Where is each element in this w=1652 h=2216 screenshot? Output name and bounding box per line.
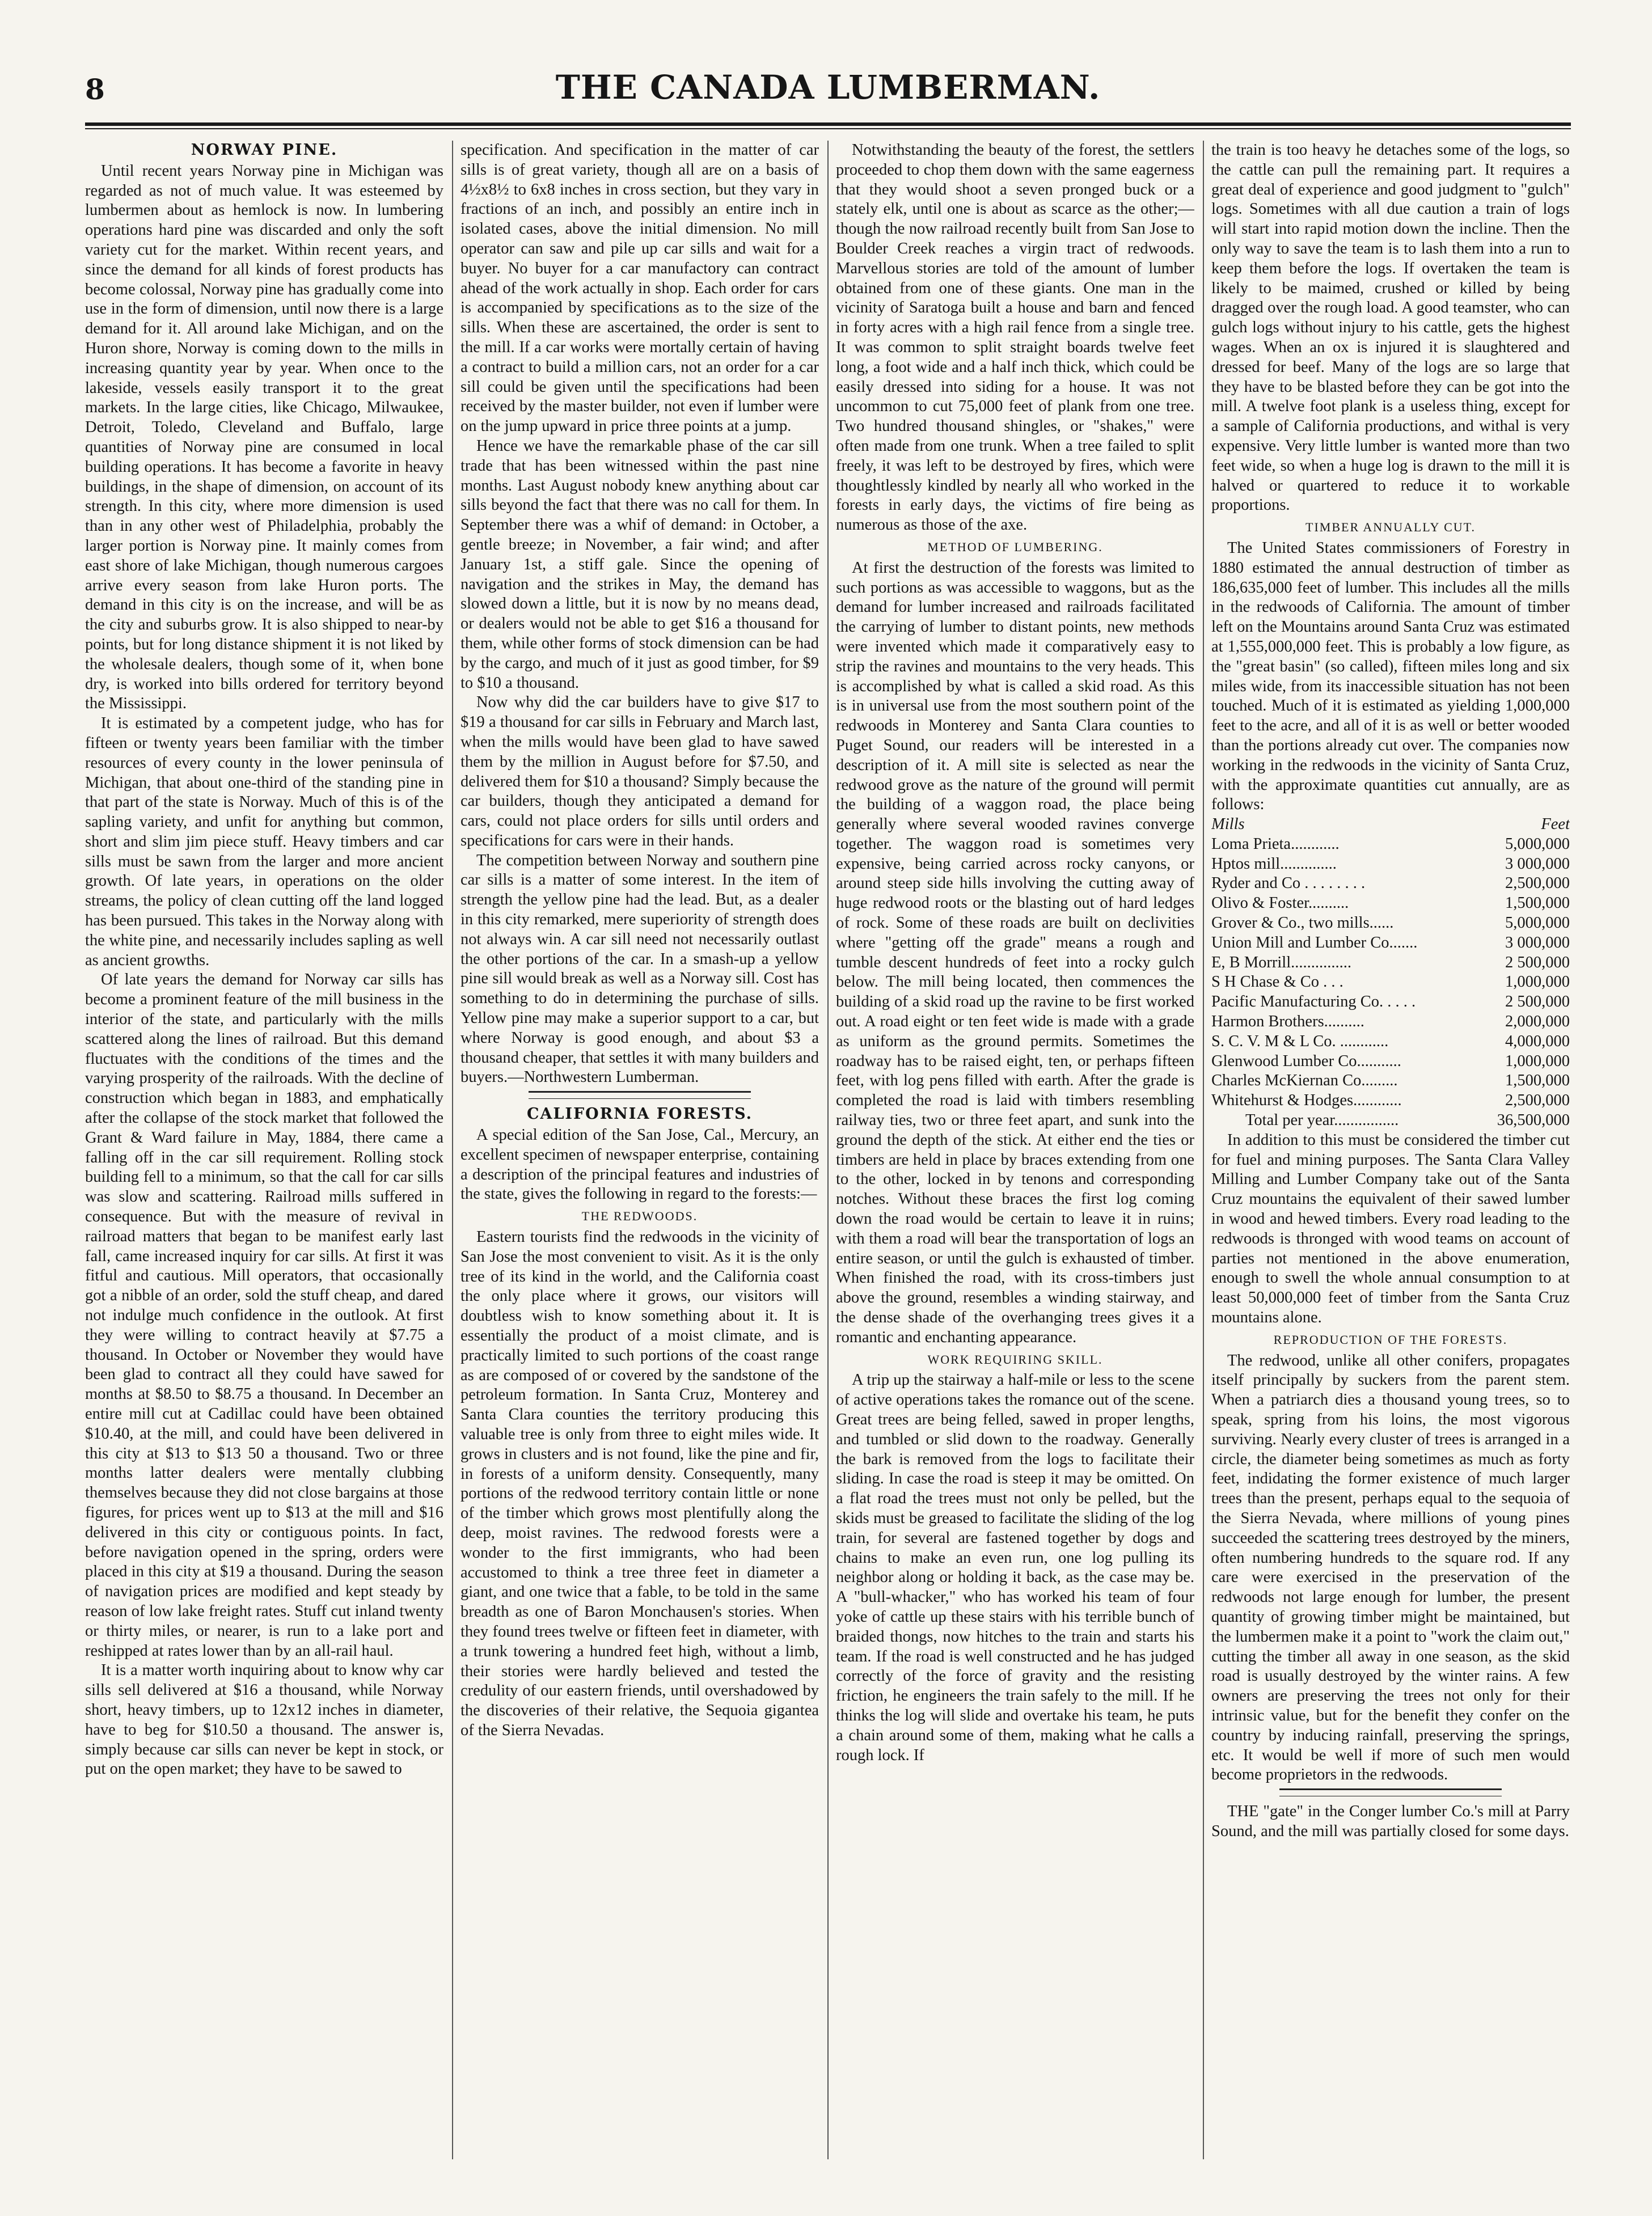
mill-name: Whitehurst & Hodges............ [1211, 1092, 1402, 1110]
mill-name: S. C. V. M & L Co. ............ [1211, 1032, 1389, 1050]
paragraph: In addition to this must be considered the timber cut for fuel and mining purposes. The Santa Clara Valley Milling and Lumber Company take out of the Santa Cruz mountains the equivalent of their sawed lumber in wood and hewed timbers. Every road leading to the redwoods is thronged with wood teams on account of parties not mentioned in the above enumeration, enough to swell the whole annual consumption to at least 50,000,000 feet of timber from the Santa Cruz mountains alone. [1211, 1131, 1570, 1327]
table-row [1211, 855, 1570, 874]
mill-name: Union Mill and Lumber Co....... [1211, 933, 1418, 951]
table-row [1211, 933, 1570, 953]
mill-name: Hptos mill.............. [1211, 855, 1337, 873]
header-rule-thin [85, 128, 1571, 129]
masthead-title: THE CANADA LUMBERMAN. [555, 68, 1101, 107]
mill-name: Grover & Co., two mills...... [1211, 914, 1394, 932]
table-total-row [1211, 1111, 1570, 1131]
mill-feet: 3 000,000 [1505, 933, 1570, 951]
paragraph: specification. And specification in the matter of car sills is of great variety, though all are on a basis of 4½x8½ to 6x8 inches in cross section, but they vary in fractions of an inch, and possibly an entire inch in isolated cases, above the initial dimension. No mill operator can saw and pile up car sills and wait for a buyer. No buyer for a car manufactory can contract ahead of the work actually in shop. Each order for cars is accompanied by specifications as to the size of the sills. When these are ascertained, the order is sent to the mill. If a car works were mortally certain of having a contract to build a million cars, not an order for a car sill could be given until the specifications had been received by the master builder, not even if lumber were on the jump upward in price three points at a jump. [460, 141, 819, 435]
paragraph: Eastern tourists find the redwoods in the vicinity of San Jose the most convenient to visit. As it is the only tree of its kind in the world, and the California coast the only place where it grows, our visitors will doubtless wish to know something about it. It is essentially the product of a moist climate, and is practically limited to such portions of the coast range as are composed of or covered by the sandstone of the petroleum formation. In Santa Cruz, Monterey and Santa Clara counties the territory producing this valuable tree is only from three to eight miles wide. It grows in clusters and is not found, like the pine and fir, in forests of a uniform density. Consequently, many portions of the redwood territory contain little or none of the timber which grows most plentifully along the deep, moist ravines. The redwood forests were a wonder to the first immigrants, who had been accustomed to think a tree three feet in diameter a giant, and one twice that a fable, to be told in the same breadth as one of Baron Monchausen's stories. When they found trees twelve or fifteen feet in diameter, with a trunk towering a hundred feet high, without a limb, their stories were hardly believed and tested the credulity of our eastern friends, until overshadowed by the discoveries of their relative, the Sequoia gigantea of the Sierra Nevadas. [460, 1228, 819, 1739]
table-row [1211, 914, 1570, 933]
mill-name: Pacific Manufacturing Co. . . . . [1211, 993, 1416, 1011]
table-row [1211, 992, 1570, 1012]
table-row [1211, 894, 1570, 914]
page-number: 8 [85, 73, 105, 106]
paragraph: The redwood, unlike all other conifers, propagates itself principally by suckers from the parent stem. When a patriarch dies a thousand young trees, so to speak, spring from his loins, the most vigorous surviving. Nearly every cluster of trees is arranged in a circle, the diameter being sometimes as much as forty feet, indidating the former existence of much larger trees than the present, perhaps equal to the sequoia of the Sierra Nevada, where millions of young pines succeeded the scattering trees destroyed by the miners, often numbering hundreds to the square rod. If any care were exercised in the preservation of the redwoods not large enough for lumber, the present quantity of growing timber might be maintained, but the lumbermen make it a point to "work the claim out," cutting the timber all away in one season, as the skid road is usually destroyed by the winter rains. A few owners are preserving the trees not only for their intrinsic value, but for the benefit they confer on the country by inducing rainfall, preserving the springs, etc. It would be well if more of such men would become proprietors in the redwoods. [1211, 1351, 1570, 1784]
mill-name: Glenwood Lumber Co........... [1211, 1052, 1401, 1070]
paragraph: THE "gate" in the Conger lumber Co.'s mill at Parry Sound, and the mill was partially closed for some days. [1211, 1803, 1570, 1840]
subheading: WORK REQUIRING SKILL. [927, 1352, 1103, 1367]
column-header: Feet [1541, 815, 1570, 834]
subheading: REPRODUCTION OF THE FORESTS. [1273, 1332, 1508, 1347]
subheading: METHOD OF LUMBERING. [927, 539, 1103, 554]
total-value: 36,500,000 [1497, 1111, 1570, 1130]
mill-feet: 1,000,000 [1505, 973, 1570, 991]
paragraph: Of late years the demand for Norway car sills has become a prominent feature of the mill business in the interior of the state, and particularly with the mills scattered along the lines of railroad. But this demand fluctuates with the conditions of the times and the varying prosperity of the railroads. With the decline of construction which began in 1883, and emphatically after the collapse of the stock market that followed the Grant & Ward failure in May, 1884, there came a falling off in the car sill requirement. Rolling stock building fell to a minimum, so that the call for car sills was slow and scattering. Railroad mills suffered in consequence. But with the measure of revival in railroad matters that began to be manifest early last fall, came increased inquiry for car sills. At first it was fitful and cautious. Mill operators, that occasionally got a nibble of an order, sold the stuff cheap, and dared not indulge much confidence in the outlook. At first they were willing to contract heavily at $7.75 a thousand. In October or November they would have been glad to contract all they could have sawed for months at $8.50 to $8.75 a thousand. In December an entire mill cut at Cadillac could have been obtained $10.40, at the mill, and could have been delivered in this city at $13 to $13 50 a thousand. Two or three months latter dealers were mentally clubbing themselves because they did not close bargains at those figures, for prices went up to $13 at the mill and $16 delivered in this city or contiguous points. In fact, before navigation opened in the spring, orders were placed in this city at $19 a thousand. During the season of navigation prices are modified and kept steady by reason of low lake freight rates. Stuff cut inland twenty or thirty miles, or nearer, is run to a lake port and reshipped at rates lower than by an all-rail haul. [85, 971, 443, 1660]
mill-name: Charles McKiernan Co......... [1211, 1072, 1398, 1090]
table-row [1211, 874, 1570, 894]
subheading: THE REDWOODS. [581, 1209, 698, 1224]
paragraph: Notwithstanding the beauty of the forest, the settlers proceeded to chop them down with the same eagerness that they would shoot a seven pronged buck or a stately elk, until one is about as scarce as the other;—though the now railroad recently built from San Jose to Boulder Creek reaches a virgin tract of redwoods. Marvellous stories are told of the amount of lumber obtained from one of these giants. One man in the vicinity of Saratoga built a house and barn and fenced in forty acres with a high rail fence from a single tree. It was common to split straight boards twelve feet long, a foot wide and a half inch thick, which could be easily dressed into siding for a house. It was not uncommon to cut 75,000 feet of plank from one tree. Two hundred thousand shingles, or "shakes," were often made from one trunk. When a tree failed to split freely, it was left to be destroyed by fires, which were thoughtlessly kindled by nearly all who worked in the forests in early days, the victims of fire being as numerous as those of the axe. [836, 141, 1194, 534]
column-4 [1211, 141, 1570, 2165]
section-separator [1279, 1788, 1502, 1796]
mill-name: S H Chase & Co . . . [1211, 973, 1343, 991]
page-header [85, 68, 1571, 119]
mills-table [1211, 815, 1570, 1131]
mill-feet: 2 500,000 [1505, 993, 1570, 1011]
paragraph: The competition between Norway and southern pine car sills is a matter of some interest. In the item of strength the yellow pine had the lead. But, as a dealer in this city remarked, mere superiority of strength does not always win. A car sill need not necessarily outlast the other portions of the car. In a smash-up a yellow pine sill would break as well as a Norway sill. Cost has something to do in determining the purchase of sills. Yellow pine may make a superior support to a car, but where Norway is good enough, and about $3 a thousand cheaper, that settles it with many builders and buyers.—Northwestern Lumberman. [460, 851, 819, 1086]
mill-name: Olivo & Foster.......... [1211, 894, 1349, 912]
mill-feet: 2,500,000 [1505, 874, 1570, 893]
section-separator [529, 1091, 751, 1099]
subheading: TIMBER ANNUALLY CUT. [1305, 520, 1476, 535]
paragraph: the train is too heavy he detaches some of the logs, so the cattle can pull the remaining part. It requires a great deal of experience and good judgment to "gulch" logs. Sometimes with all due caution a train of logs will start into rapid motion down the incline. Then the only way to save the team is to lash them into a run to keep them before the logs. If overtaken the team is likely to be maimed, crushed or killed by being dragged over the rough load. A good teamster, who can gulch logs without injury to his cattle, gets the highest wages. When an ox is injured it is slaughtered and dressed for beef. Many of the logs are so large that they have to be blasted before they can be got into the mill. A twelve foot plank is a useless thing, except for a sample of California productions, and withal is very expensive. Very little lumber is wanted more than two feet wide, so when a huge log is drawn to the mill it is halved or quartered to reduce it to workable proportions. [1211, 141, 1570, 514]
mill-name: E, B Morrill............... [1211, 953, 1351, 971]
mill-feet: 1,000,000 [1505, 1052, 1570, 1070]
table-row [1211, 972, 1570, 992]
column-2 [460, 141, 819, 2165]
mill-feet: 2,500,000 [1505, 1092, 1570, 1110]
column-header: Mills [1211, 815, 1245, 834]
mill-feet: 1,500,000 [1505, 1072, 1570, 1090]
paragraph: It is a matter worth inquiring about to know why car sills sell delivered at $16 a thousand, while Norway short, heavy timbers, up to 12x12 inches in diameter, have to beg for $10.50 a thousand. The answer is, simply because car sills can never be kept in stock, or put on the open market; they have to be sawed to [85, 1661, 443, 1778]
paragraph: Until recent years Norway pine in Michigan was regarded as not of much value. It was esteemed by lumbermen about as hemlock is now. In lumbering operations hard pine was discarded and only the soft variety cut for the market. Within recent years, and since the demand for all kinds of forest products has become colossal, Norway pine has gradually come into use in the form of dimension, until now there is a large demand for it. All around lake Michigan, and on the Huron shore, Norway is coming down to the mills in increasing quantity year by year. When once to the lakeside, vessels easily transport it to the great markets. In the large cities, like Chicago, Milwaukee, Detroit, Toledo, Cleveland and Buffalo, large quantities of Norway pine are consumed in local building operations. It has become a favorite in heavy buildings, in the shape of dimension, on account of its strength. In this city, where more dimension is used than in any other west of Philadelphia, probably the larger portion is Norway pine. It mainly comes from east shore of lake Michigan, though numerous cargoes arrive every season from lake Huron ports. The demand in this city is on the increase, and will be as the city and suburbs grow. It is also shipped to near-by points, but for long distance shipment it is not liked by the wholesale dealers, though some of it, when bone dry, is worked into bills ordered for territory beyond the Mississippi. [85, 162, 443, 713]
table-row [1211, 1052, 1570, 1072]
mill-feet: 5,000,000 [1505, 835, 1570, 853]
mill-name: Ryder and Co . . . . . . . . [1211, 874, 1366, 893]
table-row [1211, 835, 1570, 855]
total-label: Total per year................ [1245, 1111, 1399, 1130]
paragraph: Hence we have the remarkable phase of the car sill trade that has been witnessed within the past nine months. Last August nobody knew anything about car sills beyond the fact that there was no call for them. In September there was a whif of demand: in October, a gentle breeze; in November, a fair wind; and after January 1st, a stiff gale. Since the opening of navigation and the strikes in May, the demand has slowed down a little, but it is now by no means dead, or dealers would not be able to get $16 a thousand for them, while other forms of stock dimension can be had by the cargo, and much of it just as good timber, for $9 to $10 a thousand. [460, 437, 819, 692]
newspaper-page [85, 68, 1571, 2166]
table-row [1211, 1032, 1570, 1052]
mill-feet: 1,500,000 [1505, 894, 1570, 912]
article-heading-california-forests: CALIFORNIA FORESTS. [526, 1105, 753, 1123]
table-row [1211, 1091, 1570, 1111]
paragraph: At first the destruction of the forests was limited to such portions as was accessible to waggons, but as the demand for lumber increased and railroads facilitated the carrying of lumber to distant points, new methods were invented which made it comparatively easy to strip the ravines and mountains to the very heads. This is accomplished by what is called a skid road. As this is in universal use from the most southern point of the redwoods in Monterey and Santa Clara counties to Puget Sound, our readers will be interested in a description of it. A mill site is selected as near the redwood grove as the nature of the ground will permit the building of a waggon road, the place being generally where several wooded ravines converge together. The waggon road is sometimes very expensive, being carried across rocky canyons, or around steep side hills involving the cutting away of huge redwood roots or the blasting out of hard ledges of rock. Some of these roads are built on declivities where "getting off the grade" means a rough and tumble descent hundreds of feet into a rocky gulch below. The mill being located, then commences the building of a skid road up the ravine to be first worked out. A road eight or ten feet wide is made with a grade as uniform as the ground permits. Sometimes the roadway has to be raised eight, ten, or perhaps fifteen feet, with log pens filled with earth. After the grade is completed the road is laid with timbers resembling railway ties, two or three feet apart, and sunk into the ground the depth of the stick. At either end the ties or timbers are held in place by braces extending from one to the other, locked in by tenons and corresponding notches. Without these braces the first log coming down the road would be certain to leave it in ruins; with them a road will bear the transportation of logs an entire season, or until the gulch is exhausted of timber. When finished the road, with its cross-timbers just above the ground, resembles a winding stairway, and the dense shade of the overhanging trees gives it a romantic and enchanting appearance. [836, 559, 1194, 1346]
column-3 [836, 141, 1194, 2165]
mill-name: Harmon Brothers.......... [1211, 1013, 1364, 1031]
header-rule [85, 122, 1571, 126]
paragraph: The United States commissioners of Forestry in 1880 estimated the annual destruction of timber as 186,635,000 feet of lumber. This includes all the mills in the redwoods of California. The amount of timber left on the Mountains around Santa Cruz was estimated at 1,555,000,000 feet. This is probably a low figure, as the "great basin" (so called), fifteen miles long and six miles wide, from its inaccessible situation has not been touched. Much of it is estimated as yielding 1,000,000 feet to the acre, and all of it is as well or better wooded than the portions already cut over. The companies now working in the redwoods in the vicinity of Santa Cruz, with the approximate quantities cut annually, are as follows: [1211, 539, 1570, 814]
mill-feet: 2 500,000 [1505, 953, 1570, 971]
table-row [1211, 1071, 1570, 1091]
mills-table-header [1211, 815, 1570, 835]
mill-feet: 5,000,000 [1505, 914, 1570, 932]
mill-feet: 3 000,000 [1505, 855, 1570, 873]
article-heading-norway-pine: NORWAY PINE. [191, 141, 338, 159]
paragraph: It is estimated by a competent judge, who has for fifteen or twenty years been familiar with the timber resources of every county in the lower peninsula of Michigan, that about one-third of the standing pine in that part of the state is Norway. Much of this is of the sapling variety, and unfit for anything but common, short and slim jim piece stuff. Heavy timbers and car sills must be sawn from the larger and more ancient growth. Of late years, in operations on the older streams, the policy of clean cutting off the land logged has been pursued. This takes in the Norway along with the white pine, and necessarily includes sapling as well as ancient growths. [85, 714, 443, 969]
mill-feet: 4,000,000 [1505, 1032, 1570, 1050]
paragraph: A special edition of the San Jose, Cal., Mercury, an excellent specimen of newspaper enterprise, containing a description of the principal features and industries of the state, gives the following in regard to the forests:— [460, 1126, 819, 1203]
mill-name: Loma Prieta............ [1211, 835, 1340, 853]
paragraph: Now why did the car builders have to give $17 to $19 a thousand for car sills in February and March last, when the mills would have been glad to have sawed them by the million in August before for $7.50, and delivered them for $10 a thousand? Simply because the car builders, though they anticipated a demand for cars, could not place orders for sills until orders and specifications for cars were in their hands. [460, 693, 819, 849]
article-columns [85, 141, 1571, 2165]
paragraph: A trip up the stairway a half-mile or less to the scene of active operations takes the romance out of the scene. Great trees are being felled, sawed in proper lengths, and tumbled or slid down to the roadway. Generally the bark is removed from the logs to facilitate their sliding. In case the road is steep it may be omitted. On a flat road the trees must not only be pelled, but the skids must be greased to facilitate the sliding of the log train, for several are fastened together by dogs and chains to make an even run, one log pulling its neighbor along or holding it back, as the case may be. A "bull-whacker," who has worked his team of four yoke of cattle up these stairs with his terrible bunch of braided thongs, now hitches to the train and starts his team. If the road is well constructed and he has judged correctly of the force of gravity and the resisting friction, he engineers the train safely to the mill. If he thinks the log will slide and overtake his team, he puts a chain around some of them, making what he calls a rough lock. If [836, 1371, 1194, 1764]
table-row [1211, 1012, 1570, 1032]
column-1 [85, 141, 443, 2165]
table-row [1211, 953, 1570, 973]
mill-feet: 2,000,000 [1505, 1013, 1570, 1031]
